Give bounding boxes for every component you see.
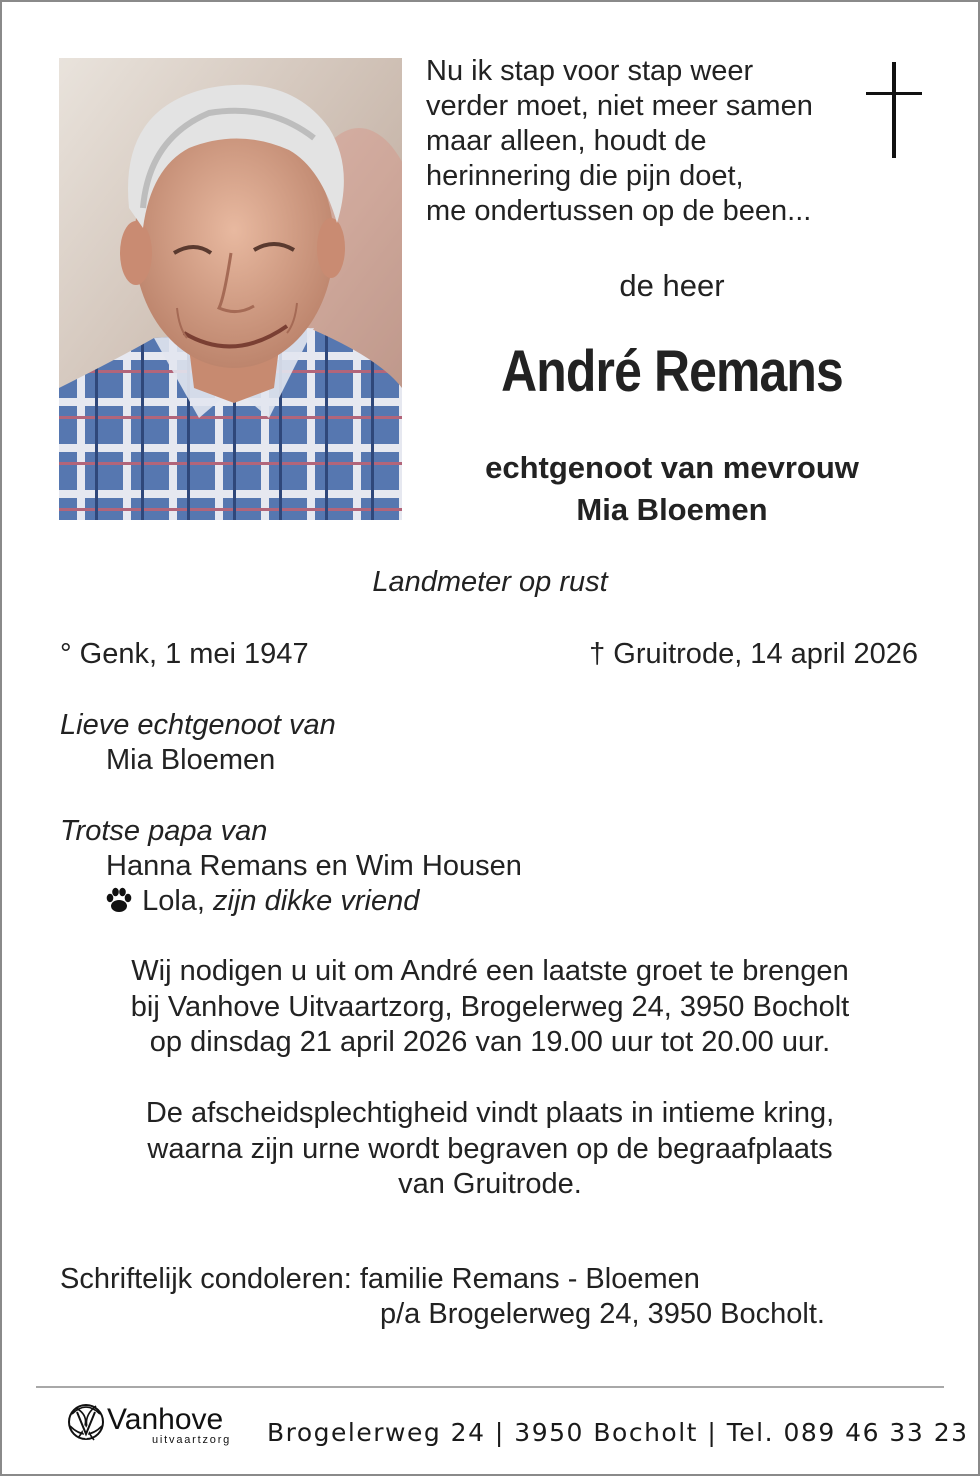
- poem-line: herinnering die pijn doet,: [426, 160, 744, 192]
- poem-line: maar alleen, houdt de: [426, 125, 707, 157]
- condolence-line-2: p/a Brogelerweg 24, 3950 Bocholt.: [380, 1298, 825, 1330]
- spouse-line-2: Mia Bloemen: [576, 492, 768, 527]
- poem-line: verder moet, niet meer samen: [426, 90, 813, 122]
- logo-wordmark: Vanhove: [107, 1403, 224, 1436]
- logo-subtitle: uitvaartzorg: [152, 1434, 232, 1446]
- paw-print-icon: [104, 887, 134, 913]
- pet-line: [104, 884, 419, 919]
- spouse-label: Lieve echtgenoot van: [60, 709, 336, 741]
- ceremony-line: De afscheidsplechtigheid vindt plaats in intieme kring,: [145, 1097, 835, 1129]
- children-names: Hanna Remans en Wim Housen: [106, 850, 522, 882]
- honorific: de heer: [619, 268, 725, 303]
- footer-divider: [36, 1386, 944, 1388]
- spouse-name: Mia Bloemen: [106, 744, 276, 776]
- ceremony-paragraph: [60, 1096, 920, 1203]
- ceremony-line: van Gruitrode.: [398, 1168, 582, 1200]
- death-info: † Gruitrode, 14 april 2026: [589, 638, 918, 670]
- pet-name: Lola,: [142, 885, 205, 917]
- spouse-heading: [430, 447, 914, 531]
- ceremony-line: waarna zijn urne wordt begraven op de begraafplaats: [147, 1132, 833, 1165]
- pet-description: zijn dikke vriend: [213, 885, 420, 917]
- footer-address: Brogelerweg 24 | 3950 Bocholt | Tel. 089 46 33 23: [267, 1418, 969, 1447]
- condolence-line-1: Schriftelijk condoleren: familie Remans - Bloemen: [60, 1263, 700, 1295]
- profession: Landmeter op rust: [372, 566, 608, 598]
- deceased-name: André Remans: [501, 339, 843, 404]
- vanhove-logo: [64, 1398, 254, 1448]
- invitation-line: op dinsdag 21 april 2026 van 19.00 uur tot 20.00 uur.: [149, 1026, 831, 1058]
- poem: [426, 54, 856, 229]
- poem-line: me ondertussen op de been...: [426, 195, 812, 227]
- poem-line: Nu ik stap voor stap weer: [426, 55, 754, 87]
- portrait-photo: [59, 58, 402, 520]
- invitation-line: Wij nodigen u uit om André een laatste groet te brengen: [131, 955, 849, 987]
- invitation-paragraph: [60, 954, 920, 1061]
- birth-info: ° Genk, 1 mei 1947: [60, 638, 309, 670]
- spouse-line-1: echtgenoot van mevrouw: [485, 450, 859, 485]
- invitation-line: bij Vanhove Uitvaartzorg, Brogelerweg 24, 3950 Bocholt: [130, 990, 850, 1023]
- children-label: Trotse papa van: [60, 815, 268, 847]
